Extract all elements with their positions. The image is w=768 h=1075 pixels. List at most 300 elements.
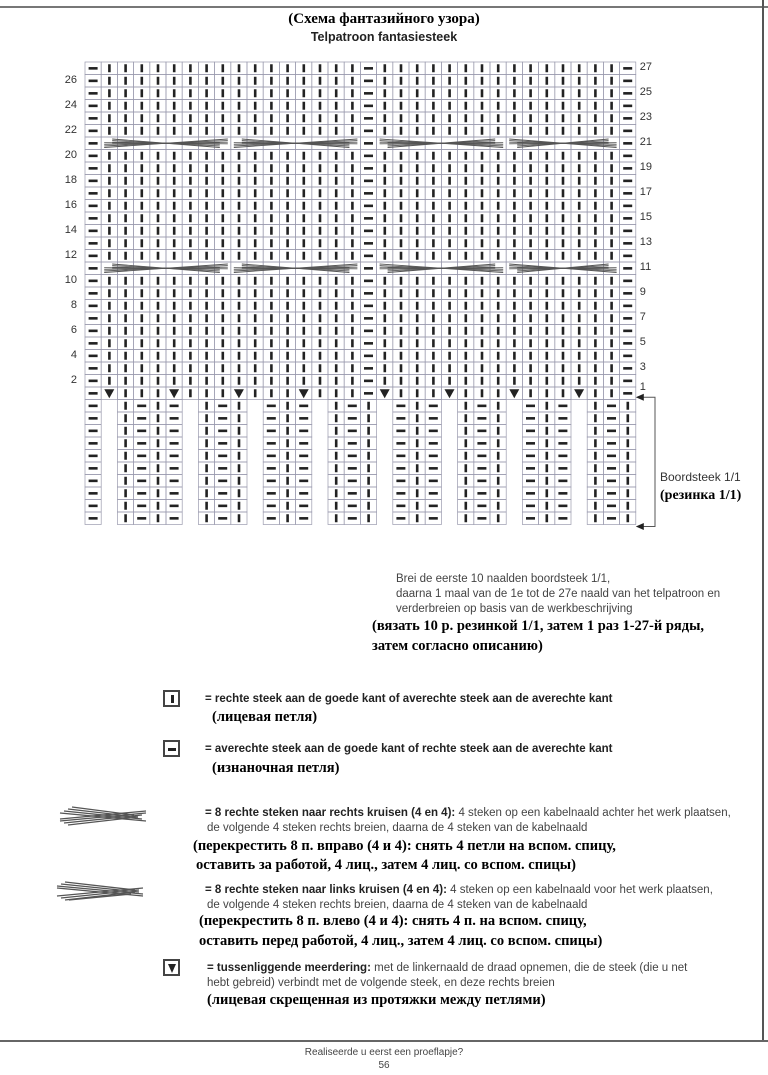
purl-symbol bbox=[623, 155, 632, 158]
knit-symbol bbox=[497, 114, 500, 122]
knit-symbol bbox=[270, 277, 273, 285]
purl-symbol bbox=[299, 505, 308, 508]
knit-symbol bbox=[205, 377, 208, 385]
knit-symbol bbox=[400, 327, 403, 335]
knit-symbol bbox=[432, 314, 435, 322]
knit-symbol bbox=[497, 164, 500, 172]
knit-symbol bbox=[108, 114, 111, 122]
knit-symbol bbox=[384, 327, 387, 335]
knit-symbol bbox=[157, 102, 160, 110]
knit-symbol bbox=[465, 389, 468, 397]
knit-symbol bbox=[286, 502, 289, 510]
knit-symbol bbox=[238, 64, 241, 72]
knit-symbol bbox=[222, 214, 225, 222]
knit-symbol bbox=[173, 202, 176, 210]
knit-symbol bbox=[546, 452, 549, 460]
knit-symbol bbox=[432, 89, 435, 97]
purl-symbol bbox=[623, 105, 632, 108]
purl-symbol bbox=[477, 442, 486, 445]
knit-symbol bbox=[270, 289, 273, 297]
knit-symbol bbox=[351, 127, 354, 135]
knit-symbol bbox=[222, 302, 225, 310]
knit-symbol bbox=[222, 314, 225, 322]
knit-symbol bbox=[335, 427, 338, 435]
knit-symbol bbox=[303, 102, 306, 110]
knit-symbol bbox=[627, 489, 630, 497]
knit-symbol bbox=[384, 239, 387, 247]
knit-symbol bbox=[157, 277, 160, 285]
purl-symbol bbox=[299, 405, 308, 408]
knit-symbol bbox=[481, 114, 484, 122]
purl-symbol bbox=[170, 455, 179, 458]
legend-cable-left-russian: (перекрестить 8 п. влево (4 и 4): снять 4 п. на вспом. спицу, bbox=[199, 913, 587, 929]
knit-symbol bbox=[594, 502, 597, 510]
purl-symbol bbox=[218, 405, 227, 408]
knit-symbol bbox=[124, 427, 127, 435]
purl-symbol bbox=[267, 480, 276, 483]
knit-symbol bbox=[124, 114, 127, 122]
knit-symbol bbox=[286, 402, 289, 410]
knit-symbol bbox=[465, 327, 468, 335]
knit-symbol bbox=[238, 414, 241, 422]
knit-symbol bbox=[416, 414, 419, 422]
purl-symbol bbox=[364, 292, 373, 295]
knit-symbol bbox=[124, 402, 127, 410]
knit-symbol bbox=[594, 277, 597, 285]
knit-symbol bbox=[351, 164, 354, 172]
knit-symbol bbox=[448, 352, 451, 360]
knit-symbol bbox=[594, 427, 597, 435]
knit-symbol bbox=[205, 252, 208, 260]
knit-symbol bbox=[238, 427, 241, 435]
knit-symbol bbox=[157, 202, 160, 210]
knit-symbol bbox=[513, 227, 516, 235]
knit-symbol bbox=[222, 152, 225, 160]
knit-symbol bbox=[108, 227, 111, 235]
knit-symbol bbox=[222, 377, 225, 385]
knit-symbol bbox=[384, 152, 387, 160]
knit-symbol bbox=[610, 202, 613, 210]
purl-symbol bbox=[364, 167, 373, 170]
row-number-left: 26 bbox=[64, 73, 77, 86]
purl-symbol bbox=[89, 480, 98, 483]
knit-symbol bbox=[173, 277, 176, 285]
knit-symbol bbox=[335, 227, 338, 235]
knit-symbol bbox=[594, 89, 597, 97]
knit-symbol bbox=[481, 127, 484, 135]
knit-symbol bbox=[529, 202, 532, 210]
increase-symbol bbox=[299, 389, 309, 398]
row-number-left: 10 bbox=[64, 273, 77, 286]
knit-symbol bbox=[497, 227, 500, 235]
knit-symbol bbox=[594, 152, 597, 160]
knit-symbol bbox=[416, 77, 419, 85]
knit-symbol bbox=[286, 477, 289, 485]
knit-symbol bbox=[497, 389, 500, 397]
knit-symbol bbox=[254, 227, 257, 235]
knit-symbol bbox=[562, 364, 565, 372]
knit-symbol bbox=[270, 377, 273, 385]
knit-symbol bbox=[448, 214, 451, 222]
purl-symbol bbox=[364, 267, 373, 270]
knit-symbol bbox=[610, 227, 613, 235]
knit-symbol bbox=[562, 214, 565, 222]
purl-symbol bbox=[607, 467, 616, 470]
knit-symbol bbox=[286, 439, 289, 447]
purl-symbol bbox=[623, 242, 632, 245]
knit-symbol bbox=[173, 364, 176, 372]
knit-symbol bbox=[627, 514, 630, 522]
knit-symbol bbox=[173, 77, 176, 85]
purl-symbol bbox=[623, 367, 632, 370]
purl-symbol bbox=[364, 317, 373, 320]
knit-symbol bbox=[286, 489, 289, 497]
knit-symbol bbox=[546, 214, 549, 222]
knit-symbol bbox=[205, 152, 208, 160]
knit-symbol bbox=[610, 327, 613, 335]
cable-left-icon bbox=[55, 880, 145, 902]
knit-symbol bbox=[303, 202, 306, 210]
purl-symbol bbox=[170, 430, 179, 433]
knit-symbol bbox=[335, 389, 338, 397]
knit-symbol bbox=[189, 289, 192, 297]
purl-symbol bbox=[89, 167, 98, 170]
knit-symbol bbox=[222, 277, 225, 285]
knit-symbol bbox=[238, 402, 241, 410]
knit-symbol bbox=[303, 277, 306, 285]
knit-symbol bbox=[286, 214, 289, 222]
knit-symbol bbox=[432, 289, 435, 297]
purl-symbol bbox=[477, 467, 486, 470]
knit-symbol bbox=[270, 177, 273, 185]
knit-symbol bbox=[578, 252, 581, 260]
row-number-right: 1 bbox=[639, 381, 646, 393]
knit-symbol bbox=[594, 339, 597, 347]
knit-symbol bbox=[335, 239, 338, 247]
knit-symbol bbox=[546, 164, 549, 172]
purl-symbol bbox=[623, 230, 632, 233]
knit-symbol bbox=[465, 102, 468, 110]
knit-symbol bbox=[303, 89, 306, 97]
knit-symbol bbox=[513, 214, 516, 222]
knit-symbol bbox=[546, 289, 549, 297]
knit-symbol bbox=[546, 102, 549, 110]
knit-stitch-icon bbox=[163, 690, 180, 707]
knit-symbol bbox=[610, 77, 613, 85]
knit-symbol bbox=[351, 177, 354, 185]
purl-symbol bbox=[364, 305, 373, 308]
knit-symbol bbox=[610, 389, 613, 397]
knit-symbol bbox=[222, 339, 225, 347]
knit-symbol bbox=[578, 314, 581, 322]
knit-symbol bbox=[141, 364, 144, 372]
purl-symbol bbox=[267, 517, 276, 520]
knit-symbol bbox=[319, 202, 322, 210]
knit-symbol bbox=[448, 152, 451, 160]
knit-symbol bbox=[108, 339, 111, 347]
purl-symbol bbox=[623, 205, 632, 208]
knit-symbol bbox=[157, 389, 160, 397]
purl-symbol bbox=[607, 492, 616, 495]
knit-symbol bbox=[124, 152, 127, 160]
knit-symbol bbox=[384, 364, 387, 372]
row-number-right: 13 bbox=[639, 236, 653, 248]
knit-symbol bbox=[384, 289, 387, 297]
knit-symbol bbox=[562, 89, 565, 97]
purl-symbol bbox=[558, 430, 567, 433]
knit-symbol bbox=[157, 302, 160, 310]
purl-symbol bbox=[526, 455, 535, 458]
knit-symbol bbox=[416, 514, 419, 522]
knit-symbol bbox=[513, 189, 516, 197]
purl-symbol bbox=[623, 380, 632, 383]
purl-symbol bbox=[89, 242, 98, 245]
knit-symbol bbox=[141, 89, 144, 97]
knit-symbol bbox=[481, 289, 484, 297]
knit-symbol bbox=[497, 77, 500, 85]
knit-symbol bbox=[189, 77, 192, 85]
purl-symbol bbox=[396, 442, 405, 445]
knit-symbol bbox=[416, 464, 419, 472]
footer-question: Realiseerde u eerst een proeflapje? bbox=[304, 1047, 464, 1058]
knit-symbol bbox=[335, 364, 338, 372]
knit-symbol bbox=[465, 314, 468, 322]
knit-symbol bbox=[303, 164, 306, 172]
knit-symbol bbox=[124, 289, 127, 297]
knit-symbol bbox=[578, 64, 581, 72]
knit-symbol bbox=[238, 489, 241, 497]
knit-symbol bbox=[529, 239, 532, 247]
knit-symbol bbox=[529, 89, 532, 97]
knit-symbol bbox=[432, 177, 435, 185]
purl-symbol bbox=[89, 505, 98, 508]
knit-symbol bbox=[157, 502, 160, 510]
knit-symbol bbox=[238, 352, 241, 360]
purl-symbol bbox=[170, 480, 179, 483]
row-number-right: 27 bbox=[639, 61, 653, 73]
knit-symbol bbox=[367, 489, 370, 497]
purl-symbol bbox=[526, 417, 535, 420]
knit-symbol bbox=[270, 164, 273, 172]
knit-symbol bbox=[351, 277, 354, 285]
knit-symbol bbox=[319, 214, 322, 222]
knit-symbol bbox=[481, 339, 484, 347]
purl-symbol bbox=[477, 517, 486, 520]
knit-symbol bbox=[529, 277, 532, 285]
knit-symbol bbox=[610, 164, 613, 172]
knit-symbol bbox=[303, 314, 306, 322]
knit-symbol bbox=[108, 77, 111, 85]
knit-symbol bbox=[238, 464, 241, 472]
knit-symbol bbox=[481, 227, 484, 235]
knit-symbol bbox=[529, 227, 532, 235]
knit-symbol bbox=[497, 239, 500, 247]
knit-symbol bbox=[594, 64, 597, 72]
purl-symbol bbox=[429, 442, 438, 445]
knit-symbol bbox=[529, 164, 532, 172]
knit-symbol bbox=[594, 127, 597, 135]
knit-symbol bbox=[432, 102, 435, 110]
knit-symbol bbox=[157, 214, 160, 222]
knit-symbol bbox=[529, 314, 532, 322]
knit-symbol bbox=[400, 89, 403, 97]
knit-symbol bbox=[497, 277, 500, 285]
purl-symbol bbox=[429, 430, 438, 433]
knit-symbol bbox=[254, 214, 257, 222]
knit-symbol bbox=[286, 77, 289, 85]
knit-symbol bbox=[610, 252, 613, 260]
purl-symbol bbox=[89, 267, 98, 270]
knit-symbol bbox=[610, 289, 613, 297]
knit-symbol bbox=[432, 239, 435, 247]
knit-symbol bbox=[270, 64, 273, 72]
knit-symbol bbox=[497, 464, 500, 472]
purl-symbol bbox=[558, 405, 567, 408]
knit-symbol bbox=[416, 339, 419, 347]
knit-symbol bbox=[529, 352, 532, 360]
knit-symbol bbox=[610, 352, 613, 360]
knit-symbol bbox=[384, 302, 387, 310]
knit-symbol bbox=[497, 402, 500, 410]
purl-symbol bbox=[89, 230, 98, 233]
knit-symbol bbox=[124, 489, 127, 497]
purl-symbol bbox=[89, 305, 98, 308]
knit-symbol bbox=[448, 239, 451, 247]
knit-symbol bbox=[335, 202, 338, 210]
knit-symbol bbox=[141, 277, 144, 285]
knit-symbol bbox=[481, 164, 484, 172]
knit-symbol bbox=[157, 77, 160, 85]
purl-symbol bbox=[477, 492, 486, 495]
purl-symbol bbox=[299, 455, 308, 458]
purl-symbol bbox=[89, 342, 98, 345]
purl-symbol bbox=[558, 467, 567, 470]
knit-symbol bbox=[319, 127, 322, 135]
knit-symbol bbox=[189, 102, 192, 110]
knit-symbol bbox=[367, 477, 370, 485]
knit-symbol bbox=[578, 102, 581, 110]
purl-symbol bbox=[607, 430, 616, 433]
knit-symbol bbox=[141, 389, 144, 397]
knit-symbol bbox=[335, 77, 338, 85]
knit-symbol bbox=[465, 277, 468, 285]
purl-symbol bbox=[558, 455, 567, 458]
knit-symbol bbox=[578, 89, 581, 97]
knit-symbol bbox=[141, 177, 144, 185]
purl-symbol bbox=[267, 417, 276, 420]
knit-symbol bbox=[594, 464, 597, 472]
knit-symbol bbox=[173, 252, 176, 260]
knit-symbol bbox=[222, 164, 225, 172]
knit-symbol bbox=[610, 127, 613, 135]
knit-symbol bbox=[124, 64, 127, 72]
knit-symbol bbox=[286, 352, 289, 360]
knit-symbol bbox=[497, 152, 500, 160]
knit-symbol bbox=[319, 364, 322, 372]
purl-symbol bbox=[623, 342, 632, 345]
purl-symbol bbox=[558, 480, 567, 483]
knit-symbol bbox=[189, 189, 192, 197]
purl-symbol bbox=[526, 505, 535, 508]
knit-symbol bbox=[173, 189, 176, 197]
knit-symbol bbox=[141, 127, 144, 135]
knit-symbol bbox=[400, 164, 403, 172]
knit-symbol bbox=[124, 364, 127, 372]
purl-symbol bbox=[623, 92, 632, 95]
knit-symbol bbox=[189, 352, 192, 360]
purl-symbol bbox=[364, 105, 373, 108]
knit-symbol bbox=[108, 64, 111, 72]
knit-symbol bbox=[465, 77, 468, 85]
row-number-left: 6 bbox=[70, 323, 77, 336]
purl-symbol bbox=[89, 155, 98, 158]
purl-symbol bbox=[348, 455, 357, 458]
knit-symbol bbox=[497, 377, 500, 385]
knit-symbol bbox=[270, 214, 273, 222]
knit-symbol bbox=[432, 202, 435, 210]
purl-symbol bbox=[89, 217, 98, 220]
knit-symbol bbox=[124, 252, 127, 260]
knit-symbol bbox=[351, 77, 354, 85]
purl-symbol bbox=[558, 492, 567, 495]
purl-symbol bbox=[218, 442, 227, 445]
purl-symbol bbox=[526, 442, 535, 445]
knit-symbol bbox=[448, 377, 451, 385]
knit-symbol bbox=[578, 277, 581, 285]
knit-symbol bbox=[562, 377, 565, 385]
row-number-right: 21 bbox=[639, 136, 653, 148]
purl-symbol bbox=[607, 442, 616, 445]
knit-symbol bbox=[351, 202, 354, 210]
knit-symbol bbox=[351, 114, 354, 122]
knit-symbol bbox=[303, 339, 306, 347]
purl-symbol bbox=[348, 517, 357, 520]
knit-symbol bbox=[513, 152, 516, 160]
knit-symbol bbox=[205, 239, 208, 247]
knit-symbol bbox=[157, 227, 160, 235]
knit-symbol bbox=[173, 214, 176, 222]
knit-symbol bbox=[497, 414, 500, 422]
knit-symbol bbox=[497, 127, 500, 135]
purl-symbol bbox=[623, 280, 632, 283]
knit-symbol bbox=[270, 389, 273, 397]
row-number-right: 23 bbox=[639, 111, 653, 123]
knit-symbol bbox=[124, 439, 127, 447]
knit-symbol bbox=[351, 189, 354, 197]
knit-symbol bbox=[529, 289, 532, 297]
purl-symbol bbox=[623, 267, 632, 270]
knit-symbol bbox=[529, 214, 532, 222]
purl-symbol bbox=[526, 467, 535, 470]
knit-symbol bbox=[303, 302, 306, 310]
purl-symbol bbox=[364, 280, 373, 283]
knit-symbol bbox=[141, 227, 144, 235]
knit-symbol bbox=[416, 214, 419, 222]
knit-symbol bbox=[189, 202, 192, 210]
knit-symbol bbox=[367, 402, 370, 410]
instructions-russian bbox=[372, 616, 704, 656]
knit-symbol bbox=[481, 77, 484, 85]
knit-symbol bbox=[497, 102, 500, 110]
knit-symbol bbox=[432, 339, 435, 347]
knit-symbol bbox=[141, 352, 144, 360]
knit-symbol bbox=[189, 277, 192, 285]
purl-symbol bbox=[137, 442, 146, 445]
knit-symbol bbox=[432, 114, 435, 122]
knit-symbol bbox=[627, 439, 630, 447]
knit-symbol bbox=[189, 252, 192, 260]
purl-symbol bbox=[218, 505, 227, 508]
